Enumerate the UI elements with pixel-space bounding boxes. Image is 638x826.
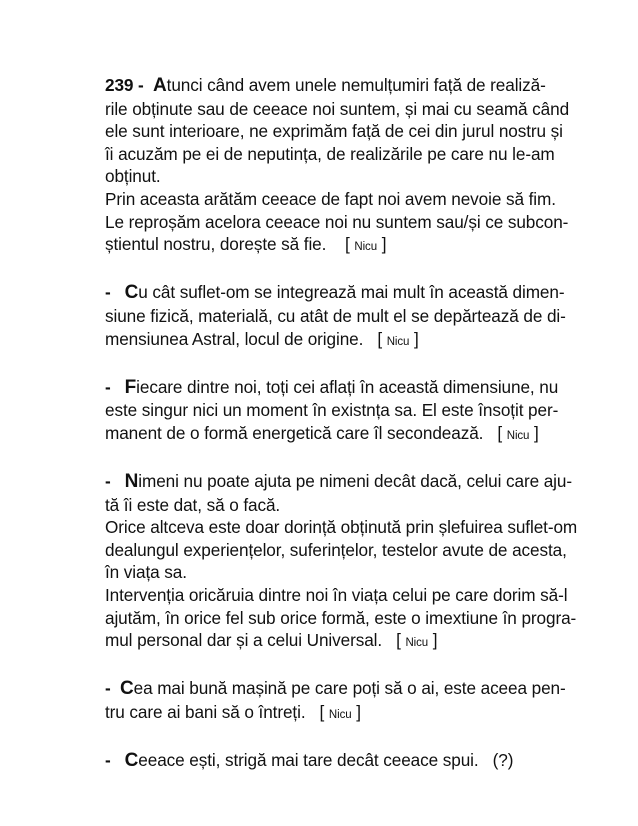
text-line: siune fizică, materială, cu atât de mult el se depărtează de di- bbox=[105, 305, 566, 326]
bracket-open: [ bbox=[396, 630, 401, 651]
text-line: tă îi este dat, să o facă. bbox=[105, 494, 281, 515]
line-text: tunci când avem unele nemulțumiri față de realiză- bbox=[166, 75, 546, 95]
source-attribution bbox=[345, 234, 386, 254]
drop-letter: F bbox=[124, 376, 137, 398]
text-line bbox=[105, 233, 625, 259]
text-line bbox=[105, 677, 625, 701]
drop-letter: C bbox=[124, 750, 139, 772]
bracket-close: ] bbox=[381, 234, 387, 255]
bracket-close: ] bbox=[432, 630, 438, 651]
text-line bbox=[105, 376, 625, 400]
text-line: este singur nici un moment în existnța sa. El este însoțit per- bbox=[105, 400, 559, 421]
bracket-open: [ bbox=[345, 234, 350, 255]
text-line: Le reproșăm acelora ceeace noi nu suntem sau/și ce subcon- bbox=[105, 211, 569, 232]
source-name: Nicu bbox=[506, 429, 530, 442]
line-text: eeace ești, strigă mai tare decât ceeace spui. bbox=[138, 750, 479, 771]
entry-number: 239 - bbox=[105, 75, 144, 95]
source-name: Nicu bbox=[354, 241, 377, 254]
line-text: iecare dintre noi, toți cei aflați în această dimensiune, nu bbox=[136, 376, 559, 397]
line-text: imeni nu poate ajuta pe nimeni decât dacă, celui care aju- bbox=[138, 471, 572, 492]
bullet-dash: - bbox=[105, 750, 111, 771]
text-line: Orice altceva este doar dorință obținută prin șlefuirea suflet-om bbox=[105, 517, 578, 538]
paragraph-239 bbox=[105, 74, 625, 259]
text-line: dealungul experiențelor, suferințelor, testelor avute de acesta, bbox=[105, 539, 567, 560]
line-text: tru care ai bani să o întreți. bbox=[105, 702, 306, 723]
line-text: manent de o formă energetică care îl secondează. bbox=[105, 422, 484, 443]
bracket-close: ] bbox=[356, 702, 361, 723]
line-text: știentul nostru, dorește să fie. bbox=[105, 234, 327, 255]
source-name: Nicu bbox=[386, 335, 410, 348]
bullet-dash: - bbox=[105, 376, 111, 397]
text-line bbox=[105, 629, 625, 655]
source-name: Nicu bbox=[405, 637, 429, 650]
drop-letter: C bbox=[124, 282, 139, 304]
text-line: obținut. bbox=[105, 166, 161, 187]
text-line bbox=[105, 328, 625, 354]
drop-letter: A bbox=[153, 75, 167, 96]
text-line: Prin aceasta arătăm ceeace de fapt noi avem nevoie să fim. bbox=[105, 188, 556, 209]
source-attribution bbox=[320, 702, 361, 722]
source-attribution bbox=[377, 329, 418, 349]
paragraph-nimeni bbox=[105, 470, 625, 655]
bullet-dash: - bbox=[105, 471, 111, 492]
paragraph-suflet-om bbox=[105, 281, 625, 353]
paragraph-masina bbox=[105, 677, 625, 726]
document-page bbox=[105, 74, 625, 795]
text-line: îi acuzăm pe ei de neputința, de realizările pe care nu le-am bbox=[105, 143, 555, 164]
text-line: rile obținute sau de ceeace noi suntem, și mai cu seamă când bbox=[105, 98, 570, 119]
bullet-dash: - bbox=[105, 678, 111, 699]
line-text: mensiunea Astral, locul de origine. bbox=[105, 328, 364, 349]
text-line bbox=[105, 74, 625, 98]
text-line bbox=[105, 701, 625, 727]
text-line: ajutăm, în orice fel sub orice formă, este o imextiune în progra- bbox=[105, 607, 577, 628]
bracket-close: ] bbox=[414, 328, 419, 349]
text-line: în viața sa. bbox=[105, 562, 187, 583]
text-line bbox=[105, 281, 625, 305]
source-attribution: (?) bbox=[492, 750, 514, 771]
line-text: u cât suflet-om se integrează mai mult în această dimen- bbox=[138, 282, 565, 303]
drop-letter: C bbox=[119, 678, 134, 700]
line-text: mul personal dar și a celui Universal. bbox=[105, 630, 383, 651]
text-line: Intervenția oricăruia dintre noi în viața celui pe care dorim să-l bbox=[105, 585, 568, 606]
bracket-close: ] bbox=[534, 422, 539, 443]
text-line bbox=[105, 749, 625, 773]
bullet-dash: - bbox=[105, 282, 111, 303]
source-attribution bbox=[396, 630, 437, 650]
text-line bbox=[105, 470, 625, 494]
drop-letter: N bbox=[124, 471, 139, 493]
bracket-open: [ bbox=[377, 328, 383, 349]
source-attribution bbox=[497, 423, 538, 443]
bracket-open: [ bbox=[497, 422, 503, 443]
bracket-open: [ bbox=[319, 702, 325, 723]
paragraph-ceeace bbox=[105, 749, 625, 773]
line-text: ea mai bună mașină pe care poți să o ai, este aceea pen- bbox=[133, 678, 566, 699]
text-line: ele sunt interioare, ne exprimăm față de cei din jurul nostru și bbox=[105, 121, 563, 142]
paragraph-fiecare bbox=[105, 376, 625, 448]
source-name: Nicu bbox=[328, 709, 352, 722]
text-line bbox=[105, 422, 625, 448]
